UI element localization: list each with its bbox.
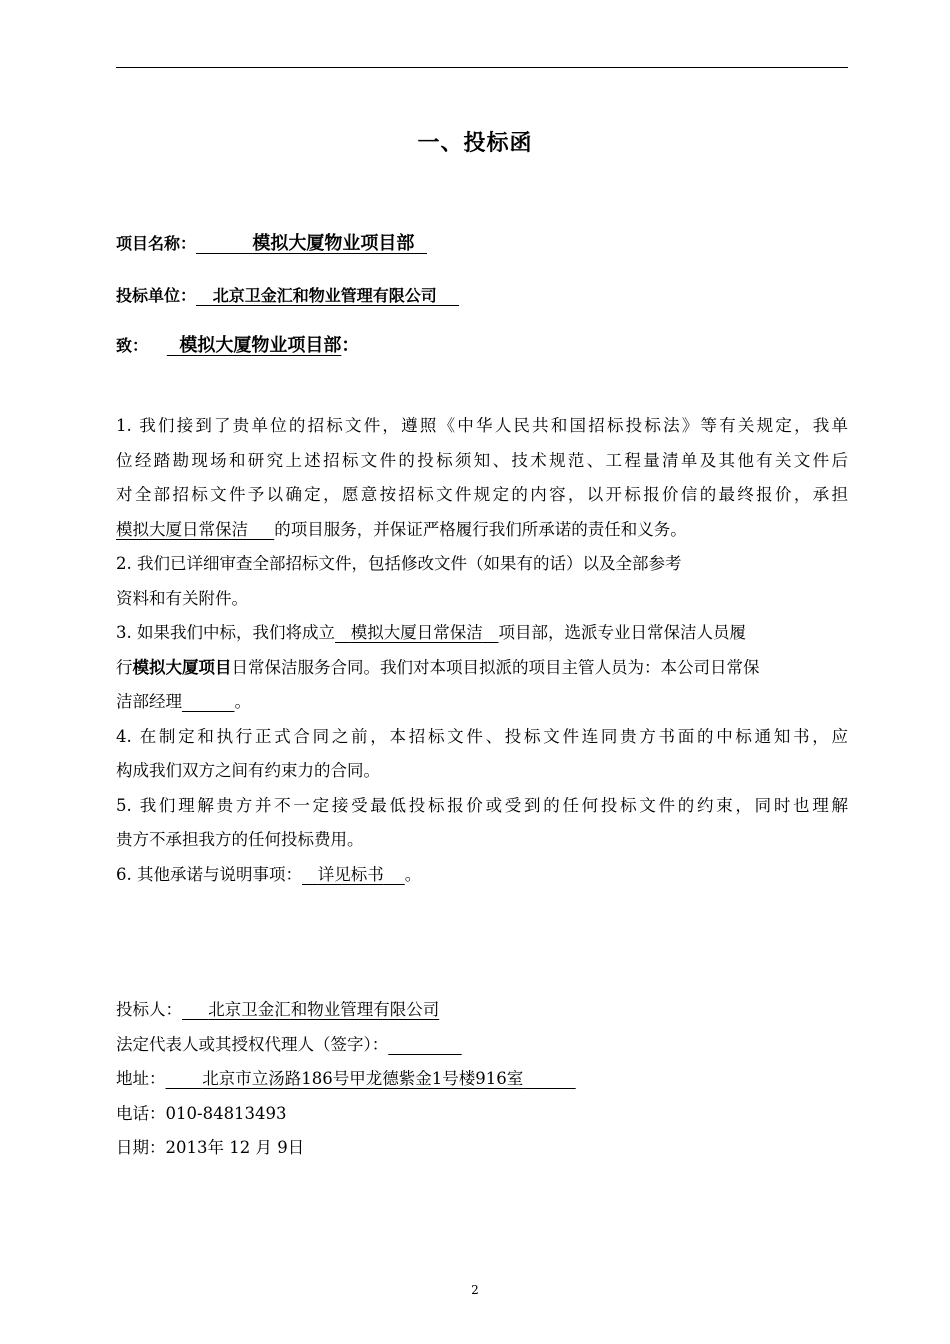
address-row: 地址： 北京市立汤路186号甲龙德紫金1号楼916室	[116, 1062, 576, 1097]
addressee-value: 模拟大厦物业项目部	[179, 335, 342, 356]
date-row: 日期：2013年 12 月 9日	[116, 1138, 305, 1157]
paragraph-1-line-1: 1. 我们接到了贵单位的招标文件，遵照《中华人民共和国招标投标法》等有关规定，我单	[116, 416, 848, 435]
service-name: 模拟大厦日常保洁	[116, 519, 248, 539]
project-bold-name: 模拟大厦项目	[132, 657, 232, 677]
paragraph-1-line-4: 模拟大厦日常保洁 的项目服务，并保证严格履行我们所承诺的责任和义务。	[116, 519, 687, 539]
project-dept-name: 模拟大厦日常保洁	[350, 623, 483, 642]
paragraph-3-line-2: 行模拟大厦项目日常保洁服务合同。我们对本项目拟派的项目主管人员为：本公司日常保	[116, 657, 760, 677]
address-value: 北京市立汤路186号甲龙德紫金1号楼916室	[202, 1069, 524, 1088]
signature-blank	[388, 1035, 461, 1054]
paragraph-5-line-1: 5. 我们理解贵方并不一定接受最低投标报价或受到的任何投标文件的约束，同时也理解	[116, 795, 848, 815]
body-paragraphs	[116, 409, 848, 892]
signer-value: 北京卫金汇和物业管理有限公司	[208, 1000, 440, 1019]
paragraph-4-line-1: 4. 在制定和执行正式合同之前，本招标文件、投标文件连同贵方书面的中标通知书，应	[116, 726, 848, 746]
paragraph-2-line-1: 2. 我们已详细审查全部招标文件，包括修改文件（如果有的话）以及全部参考	[116, 554, 682, 573]
paragraph-3-line-3: 洁部经理 。	[116, 692, 251, 711]
phone-row: 电话：010-84813493	[116, 1103, 287, 1123]
bidder-row	[116, 283, 459, 306]
to-label: 致：	[116, 336, 149, 355]
signature-block	[116, 993, 576, 1166]
project-label: 项目名称：	[116, 234, 197, 253]
phone-value: 010-84813493	[165, 1103, 287, 1123]
project-name-row	[116, 229, 427, 255]
date-value: 2013年 12 月 9日	[165, 1138, 305, 1157]
paragraph-1-line-2: 位经踏勘现场和研究上述招标文件的投标须知、技术规范、工程量清单及其他有关文件后	[116, 450, 848, 470]
other-commitments-value: 详见标书	[317, 864, 384, 884]
paragraph-5-line-2: 贵方不承担我方的任何投标费用。	[116, 830, 364, 849]
paragraph-6-line-1: 6. 其他承诺与说明事项： 详见标书 。	[116, 864, 422, 884]
signer-row: 投标人： 北京卫金汇和物业管理有限公司	[116, 1000, 440, 1019]
paragraph-2-line-2: 资料和有关附件。	[116, 588, 248, 608]
manager-blank	[182, 692, 234, 711]
paragraph-4-line-2: 构成我们双方之间有约束力的合同。	[116, 761, 380, 780]
addressee-row: 致： 模拟大厦物业项目部：	[116, 335, 360, 356]
paragraph-1-line-3: 对全部招标文件予以确定，愿意按招标文件规定的内容，以开标报价信的最终报价，承担	[116, 485, 848, 504]
bidder-label: 投标单位：	[116, 286, 197, 305]
representative-row: 法定代表人或其授权代理人（签字）：	[116, 1028, 576, 1063]
paragraph-3-line-1: 3. 如果我们中标，我们将成立 模拟大厦日常保洁 项目部，选派专业日常保洁人员履	[116, 623, 746, 642]
bidder-name-value: 北京卫金汇和物业管理有限公司	[212, 286, 437, 305]
page-number: 2	[471, 1283, 479, 1297]
page-title: 一、投标函	[417, 131, 533, 156]
project-name-value: 模拟大厦物业项目部	[252, 233, 415, 254]
header-rule	[116, 67, 848, 68]
